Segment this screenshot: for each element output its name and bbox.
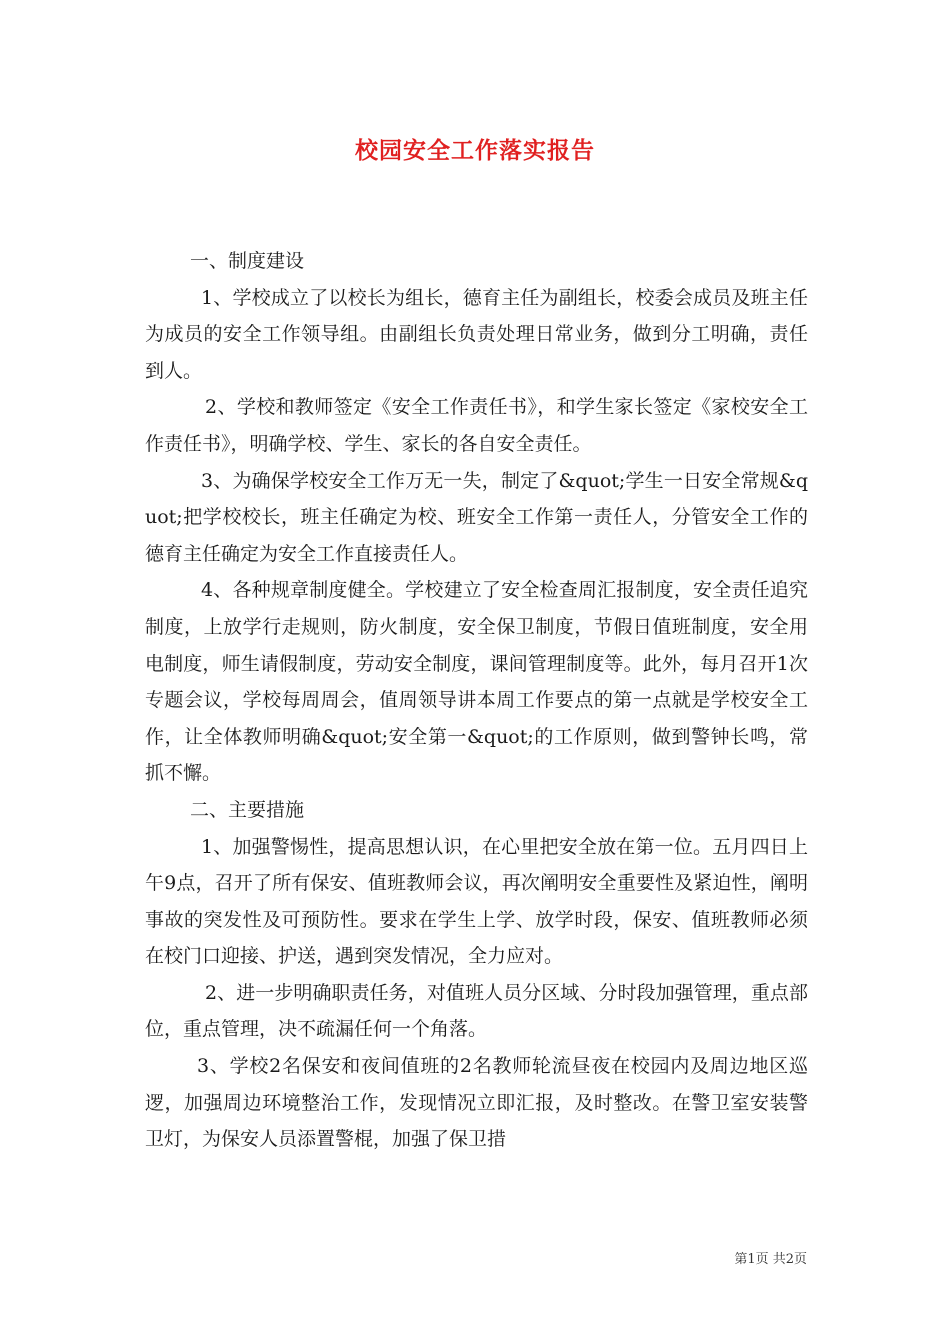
paragraph: 1、学校成立了以校长为组长，德育主任为副组长，校委会成员及班主任为成员的安全工作领导组。由副组长负责处理日常业务，做到分工明确，责任到人。 xyxy=(145,286,808,382)
document-title: 校园安全工作落实报告 xyxy=(355,137,595,164)
section-heading-1: 一、制度建设 xyxy=(190,250,305,272)
paragraph: 4、各种规章制度健全。学校建立了安全检查周汇报制度，安全责任追究制度，上放学行走规则，防火制度，安全保卫制度，节假日值班制度，安全用电制度，师生请假制度，劳动安全制度，课间管理制度等。此外，每月召开1次专题会议，学校每周周会，值周领导讲本周工作要点的第一点就是学校安全工作，让全体教师明确&quot;安全第一&quot;的工作原则，做到警钟长鸣，常抓不懈。 xyxy=(145,579,808,785)
paragraph: 2、进一步明确职责任务，对值班人员分区域、分时段加强管理，重点部位，重点管理，决不疏漏任何一个角落。 xyxy=(145,981,808,1041)
page-number: 第1页 共2页 xyxy=(734,1252,807,1267)
document-body xyxy=(145,243,808,1158)
section-heading-2: 二、主要措施 xyxy=(190,798,305,821)
paragraph: 1、加强警惕性，提高思想认识，在心里把安全放在第一位。五月四日上午9点，召开了所有保安、值班教师会议，再次阐明安全重要性及紧迫性，阐明事故的突发性及可预防性。要求在学生上学、放学时段，保安、值班教师必须在校门口迎接、护送，遇到突发情况，全力应对。 xyxy=(145,835,808,968)
paragraph: 3、学校2名保安和夜间值班的2名教师轮流昼夜在校园内及周边地区巡逻，加强周边环境整治工作，发现情况立即汇报，及时整改。在警卫室安装警卫灯，为保安人员添置警棍，加强了保卫措 xyxy=(145,1055,808,1151)
paragraph: 3、为确保学校安全工作万无一失，制定了&quot;学生一日安全常规&quot;把学校校长，班主任确定为校、班安全工作第一责任人，分管安全工作的德育主任确定为安全工作直接责任人。 xyxy=(145,469,808,565)
paragraph: 2、学校和教师签定《安全工作责任书》，和学生家长签定《家校安全工作责任书》，明确学校、学生、家长的各自安全责任。 xyxy=(145,396,808,455)
